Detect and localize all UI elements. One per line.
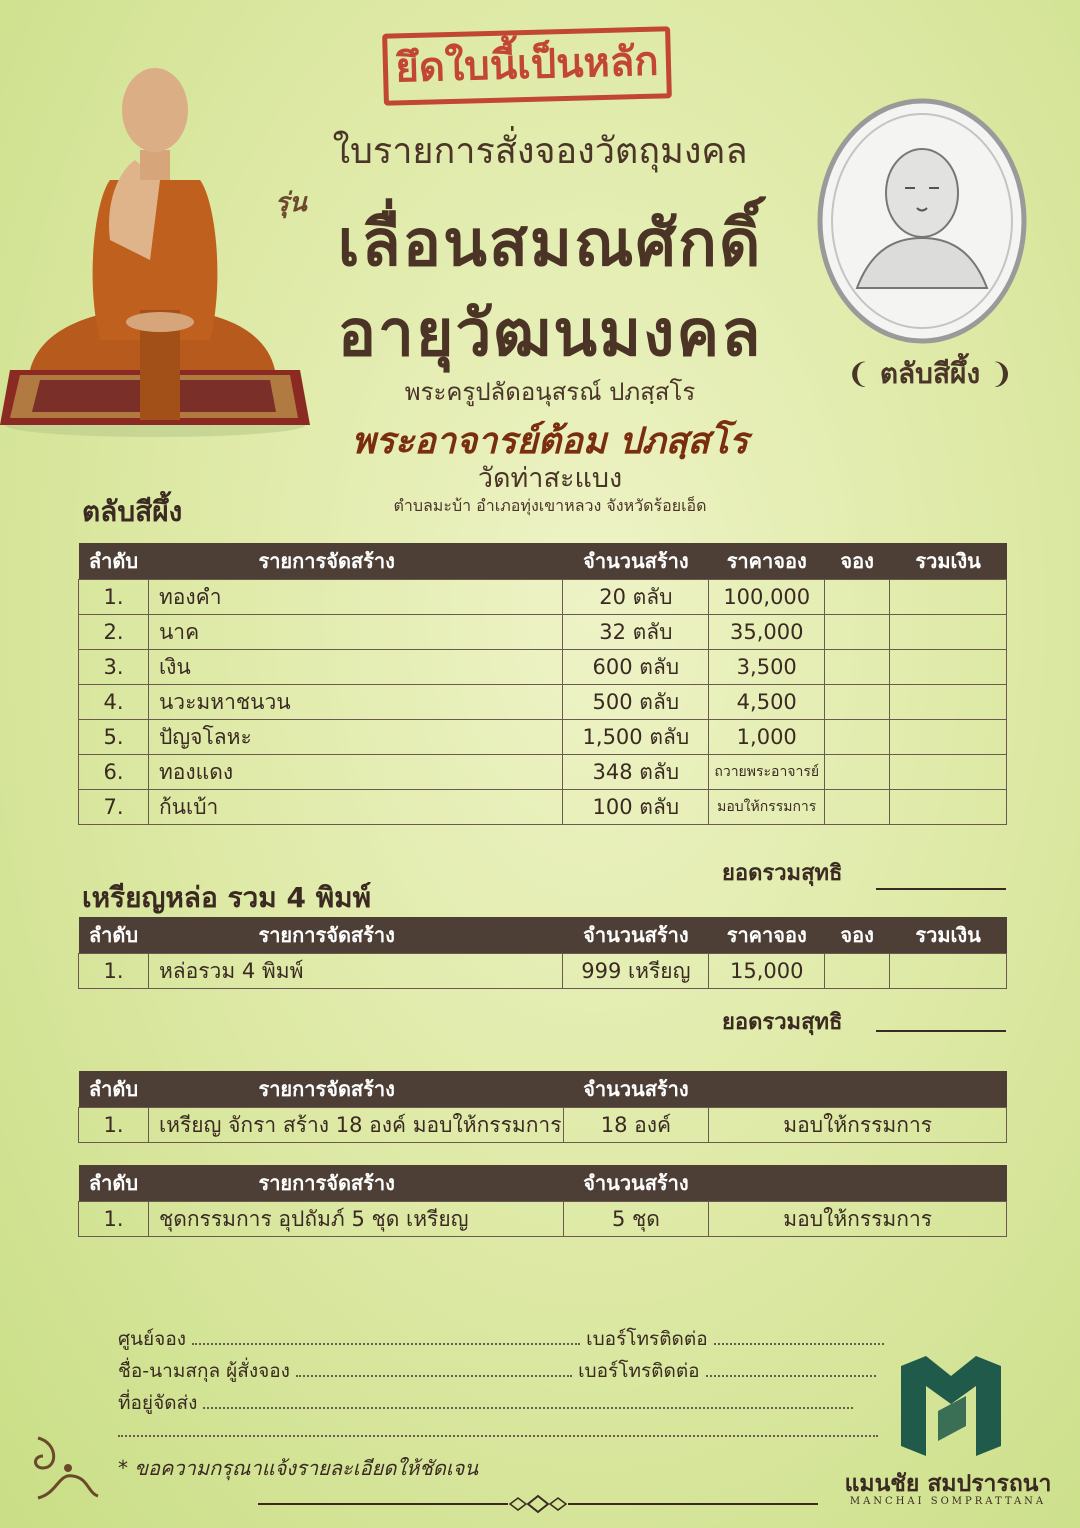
row-item: เหรียญ จักรา สร้าง 18 องค์ มอบให้กรรมการ: [148, 1108, 563, 1143]
form-row-name: [118, 1356, 876, 1386]
brand-name-th: แมนชัย สมปรารถนา: [844, 1471, 1052, 1497]
net-total-field-1[interactable]: [876, 888, 1006, 890]
form-label-address: ที่อยู่จัดส่ง: [118, 1392, 198, 1414]
row-no: 4.: [79, 685, 149, 720]
brand-name-en: MANCHAI SOMPRATTANA: [849, 1496, 1047, 1507]
row-note: มอบให้กรรมการ: [709, 1108, 1007, 1143]
phone2-field[interactable]: [706, 1361, 876, 1377]
col-total: รวมเงิน: [890, 917, 1007, 954]
row-price: 15,000: [709, 954, 825, 989]
row-item: นาค: [148, 615, 563, 650]
row-item: นวะมหาชนวน: [148, 685, 563, 720]
form-note: * ขอความกรุณาแจ้งรายละเอียดให้ชัดเจน: [118, 1456, 479, 1480]
table-section-3: [78, 1071, 1007, 1143]
col-no: ลำดับ: [79, 1165, 149, 1202]
section-title-1: ตลับสีผึ้ง: [82, 495, 183, 528]
col-price: ราคาจอง: [709, 917, 825, 954]
net-total-label-1: ยอดรวมสุทธิ: [722, 861, 843, 886]
form-label-center: ศูนย์จอง: [118, 1328, 187, 1350]
table-row: [79, 580, 1007, 615]
form-row-address-2: [118, 1420, 878, 1442]
row-item: ปัญจโลหะ: [148, 720, 563, 755]
stamp-badge: ยึดใบนี้เป็นหลัก: [382, 26, 672, 106]
page-title-line2: อายุวัฒนมงคล: [337, 297, 763, 371]
row-qty: 348 ตลับ: [563, 755, 709, 790]
row-no: 1.: [79, 1108, 149, 1143]
page-title-line1: เลื่อนสมณศักดิ์: [337, 207, 763, 281]
temple-name: วัดท่าสะแบง: [477, 463, 623, 494]
table-section-1: [78, 543, 1007, 825]
page-subtitle: ใบรายการสั่งจองวัตถุมงคล: [332, 131, 748, 172]
col-total: รวมเงิน: [890, 543, 1007, 580]
table-section-2: [78, 917, 1007, 989]
row-qty: 32 ตลับ: [563, 615, 709, 650]
row-qty: 18 องค์: [563, 1108, 709, 1143]
total-cell[interactable]: [890, 615, 1007, 650]
edition-label: รุ่น: [275, 188, 307, 218]
row-price: 4,500: [709, 685, 825, 720]
total-cell[interactable]: [890, 685, 1007, 720]
table-row: [79, 954, 1007, 989]
total-cell[interactable]: [890, 790, 1007, 825]
net-total-field-2[interactable]: [876, 1030, 1006, 1032]
reserve-cell[interactable]: [825, 580, 890, 615]
row-item: ทองคำ: [148, 580, 563, 615]
total-cell[interactable]: [890, 954, 1007, 989]
col-reserve: จอง: [825, 917, 890, 954]
row-price: มอบให้กรรมการ: [709, 790, 825, 825]
reserve-cell[interactable]: [825, 685, 890, 720]
col-qty: จำนวนสร้าง: [563, 543, 709, 580]
address-field[interactable]: [203, 1393, 853, 1409]
reserve-cell[interactable]: [825, 720, 890, 755]
col-item: รายการจัดสร้าง: [148, 1165, 563, 1202]
flourish-icon: [28, 1428, 108, 1508]
col-no: ลำดับ: [79, 1071, 149, 1108]
row-item: ก้นเบ้า: [148, 790, 563, 825]
row-no: 1.: [79, 1202, 149, 1237]
total-cell[interactable]: [890, 650, 1007, 685]
row-qty: 100 ตลับ: [563, 790, 709, 825]
table-section-4: [78, 1165, 1007, 1237]
ornament-right-icon: ❩: [989, 357, 1014, 390]
total-cell[interactable]: [890, 755, 1007, 790]
table-row: [79, 685, 1007, 720]
row-price: 35,000: [709, 615, 825, 650]
col-no: ลำดับ: [79, 917, 149, 954]
row-qty: 600 ตลับ: [563, 650, 709, 685]
reserve-cell[interactable]: [825, 755, 890, 790]
row-no: 6.: [79, 755, 149, 790]
row-price: 100,000: [709, 580, 825, 615]
reserve-cell[interactable]: [825, 954, 890, 989]
reserve-cell[interactable]: [825, 790, 890, 825]
temple-address: ตำบลมะบ้า อำเภอทุ่งเขาหลวง จังหวัดร้อยเอ็ด: [393, 496, 707, 515]
row-price: 1,000: [709, 720, 825, 755]
table-row: [79, 720, 1007, 755]
row-item: ทองแดง: [148, 755, 563, 790]
table-row: [79, 650, 1007, 685]
col-price: ราคาจอง: [709, 543, 825, 580]
total-cell[interactable]: [890, 580, 1007, 615]
row-price: ถวายพระอาจารย์: [709, 755, 825, 790]
name-field[interactable]: [296, 1361, 572, 1377]
table-row: [79, 790, 1007, 825]
coin-image: [817, 98, 1027, 344]
col-no: ลำดับ: [79, 543, 149, 580]
form-label-phone: เบอร์โทรติดต่อ: [586, 1328, 708, 1350]
row-no: 7.: [79, 790, 149, 825]
row-item: หล่อรวม 4 พิมพ์: [148, 954, 563, 989]
col-item: รายการจัดสร้าง: [148, 543, 563, 580]
row-note: มอบให้กรรมการ: [709, 1202, 1007, 1237]
row-qty: 5 ชุด: [563, 1202, 709, 1237]
row-qty: 1,500 ตลับ: [563, 720, 709, 755]
col-qty: จำนวนสร้าง: [563, 1165, 709, 1202]
center-field[interactable]: [192, 1329, 580, 1345]
row-qty: 20 ตลับ: [563, 580, 709, 615]
form-label-phone2: เบอร์โทรติดต่อ: [578, 1360, 700, 1382]
row-item: ชุดกรรมการ อุปถัมภ์ 5 ชุด เหรียญ: [148, 1202, 563, 1237]
row-price: 3,500: [709, 650, 825, 685]
col-blank: [709, 1165, 1007, 1202]
coin-caption: ❨ ตลับสีผึ้ง ❩: [846, 357, 1014, 390]
form-label-name: ชื่อ-นามสกุล ผู้สั่งจอง: [118, 1360, 290, 1382]
col-item: รายการจัดสร้าง: [148, 1071, 563, 1108]
divider-ornament: [258, 1494, 818, 1514]
monk-rank: พระครูปลัดอนุสรณ์ ปภสฺสโร: [404, 378, 696, 406]
row-no: 1.: [79, 954, 149, 989]
form-row-address: [118, 1388, 853, 1418]
reserve-cell[interactable]: [825, 650, 890, 685]
table-row: [79, 1202, 1007, 1237]
table-row: [79, 755, 1007, 790]
row-item: เงิน: [148, 650, 563, 685]
col-qty: จำนวนสร้าง: [563, 1071, 709, 1108]
address-field-2[interactable]: [118, 1421, 878, 1437]
brand-logo-icon: [896, 1356, 1006, 1460]
table-row: [79, 615, 1007, 650]
row-qty: 500 ตลับ: [563, 685, 709, 720]
row-no: 2.: [79, 615, 149, 650]
form-row-center: [118, 1324, 884, 1354]
phone-field[interactable]: [714, 1329, 884, 1345]
col-item: รายการจัดสร้าง: [148, 917, 563, 954]
section-title-2: เหรียญหล่อ รวม 4 พิมพ์: [82, 881, 372, 914]
row-no: 3.: [79, 650, 149, 685]
ornament-left-icon: ❨: [846, 357, 871, 390]
col-reserve: จอง: [825, 543, 890, 580]
net-total-label-2: ยอดรวมสุทธิ: [722, 1010, 843, 1035]
total-cell[interactable]: [890, 720, 1007, 755]
monk-name: พระอาจารย์ต้อม ปภสฺสโร: [351, 421, 749, 462]
col-qty: จำนวนสร้าง: [563, 917, 709, 954]
col-blank: [709, 1071, 1007, 1108]
row-no: 5.: [79, 720, 149, 755]
table-row: [79, 1108, 1007, 1143]
row-no: 1.: [79, 580, 149, 615]
reserve-cell[interactable]: [825, 615, 890, 650]
row-qty: 999 เหรียญ: [563, 954, 709, 989]
